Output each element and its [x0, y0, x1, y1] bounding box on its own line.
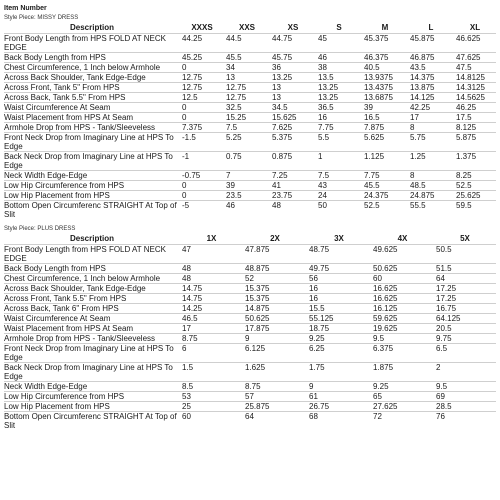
measurement-value: 40.5 [362, 63, 408, 73]
measurement-value: 13.875 [408, 83, 454, 93]
measurement-value: 59.625 [371, 314, 434, 324]
table-row [4, 63, 496, 73]
table-row [4, 73, 496, 83]
measurement-value: 5.25 [224, 133, 270, 152]
measurement-value: 9.5 [434, 382, 496, 392]
measurement-value: 45.375 [364, 34, 389, 43]
measurement-value: 2 [434, 363, 496, 382]
plus-size-table [4, 234, 496, 430]
measurement-description: Low Hip Placement from HPS [4, 402, 180, 412]
measurement-value: 12.75 [180, 73, 224, 83]
measurement-value: 1.125 [362, 152, 408, 171]
table-row [4, 264, 496, 274]
measurement-value: 72 [371, 412, 434, 431]
measurement-value: 7 [224, 171, 270, 181]
measurement-value: 76 [434, 412, 496, 431]
measurement-value: 8.75 [243, 382, 307, 392]
missy-style-piece: Style Piece: MISSY DRESS [4, 15, 79, 21]
measurement-description: Back Body Length from HPS [4, 264, 180, 274]
measurement-description: Chest Circumference, 1 Inch below Armhole [4, 63, 180, 73]
measurement-value: 13 [270, 83, 316, 93]
measurement-value: 25.875 [243, 402, 307, 412]
measurement-value: 15.5 [307, 304, 371, 314]
measurement-value: 55.125 [307, 314, 371, 324]
measurement-value: 5.75 [408, 133, 454, 152]
column-header-size: 4X [371, 234, 434, 245]
measurement-value: 43 [316, 181, 362, 191]
measurement-value: 13 [270, 93, 316, 103]
measurement-value: 46 [224, 201, 270, 220]
measurement-value: 7.75 [362, 171, 408, 181]
measurement-value: 47.625 [454, 53, 496, 63]
measurement-value: 14.75 [180, 294, 243, 304]
measurement-value: 46.625 [456, 34, 481, 43]
measurement-value: 45.75 [270, 53, 316, 63]
measurement-value: 14.375 [408, 73, 454, 83]
measurement-value: 0 [180, 63, 224, 73]
measurement-value: 45.25 [180, 53, 224, 63]
measurement-description: Low Hip Circumference from HPS [4, 392, 180, 402]
measurement-description: Across Back Shoulder, Tank Edge-Edge [4, 73, 180, 83]
measurement-value: 0.875 [270, 152, 316, 171]
measurement-value: 16.125 [371, 304, 434, 314]
measurement-value: 14.3125 [454, 83, 496, 93]
measurement-value: 48.75 [309, 245, 330, 254]
measurement-value: 7.625 [270, 123, 316, 133]
measurement-value: 59.5 [454, 201, 496, 220]
table-row [4, 314, 496, 324]
measurement-value: 5.625 [362, 133, 408, 152]
measurement-value: 64 [243, 412, 307, 431]
measurement-value: 13.9375 [362, 73, 408, 83]
table-row [4, 34, 496, 53]
table-row [4, 133, 496, 152]
measurement-description: Armhole Drop from HPS - Tank/Sleeveless [4, 123, 180, 133]
missy-header-row [4, 23, 496, 34]
measurement-value: 1.75 [307, 363, 371, 382]
measurement-description: Waist Placement from HPS At Seam [4, 324, 180, 334]
measurement-value: 7.25 [270, 171, 316, 181]
measurement-value: 13 [224, 73, 270, 83]
measurement-value: 27.625 [371, 402, 434, 412]
measurement-value: 8.125 [454, 123, 496, 133]
measurement-value: 16.625 [371, 294, 434, 304]
column-header-description: Description [4, 234, 180, 245]
measurement-value: 14.25 [180, 304, 243, 314]
measurement-value: 45.5 [224, 53, 270, 63]
measurement-value: 56 [307, 274, 371, 284]
measurement-value: 13.25 [316, 83, 362, 93]
measurement-value: 24 [316, 191, 362, 201]
measurement-description: Waist Placement from HPS At Seam [4, 113, 180, 123]
measurement-description: Bottom Open Circumferenc STRAIGHT At Top of Slit [4, 412, 180, 431]
measurement-value: 18.75 [307, 324, 371, 334]
measurement-value: 47.875 [245, 245, 270, 254]
measurement-value: 25 [180, 402, 243, 412]
table-row [4, 294, 496, 304]
measurement-value: 49.75 [307, 264, 371, 274]
measurement-value: 39 [224, 181, 270, 191]
measurement-description: Neck Width Edge-Edge [4, 382, 180, 392]
measurement-description: Armhole Drop from HPS - Tank/Sleeveless [4, 334, 180, 344]
table-row [4, 113, 496, 123]
table-row [4, 382, 496, 392]
measurement-value: 46.5 [180, 314, 243, 324]
measurement-value: 8.75 [180, 334, 243, 344]
measurement-value: 9.25 [307, 334, 371, 344]
measurement-value: 6.375 [371, 344, 434, 363]
column-header-size: 3X [307, 234, 371, 245]
plus-style-piece: Style Piece: PLUS DRESS [4, 226, 76, 232]
table-row [4, 245, 496, 264]
measurement-value: 45 [318, 34, 327, 43]
table-row [4, 181, 496, 191]
measurement-value: 45.5 [362, 181, 408, 191]
measurement-value: 55.5 [408, 201, 454, 220]
measurement-value: 12.75 [224, 93, 270, 103]
measurement-value: 52 [243, 274, 307, 284]
measurement-value: 14.75 [180, 284, 243, 294]
measurement-value: 15.25 [224, 113, 270, 123]
measurement-value: -1 [180, 152, 224, 171]
measurement-value: 1.375 [454, 152, 496, 171]
measurement-value: 44.75 [272, 34, 293, 43]
measurement-value: 0 [180, 181, 224, 191]
column-header-size: XS [270, 23, 316, 34]
measurement-description: Back Neck Drop from Imaginary Line at HPS To Edge [4, 152, 180, 171]
missy-size-table [4, 23, 496, 219]
column-header-size: S [316, 23, 362, 34]
table-row [4, 344, 496, 363]
plus-header-row [4, 234, 496, 245]
measurement-value: 14.875 [243, 304, 307, 314]
measurement-value: 8.25 [454, 171, 496, 181]
measurement-value: 65 [371, 392, 434, 402]
measurement-value: 13.5 [316, 73, 362, 83]
measurement-value: 1.25 [408, 152, 454, 171]
measurement-value: 52.5 [454, 181, 496, 191]
column-header-size: XXXS [180, 23, 224, 34]
measurement-description: Front Body Length from HPS FOLD AT NECK EDGE [4, 245, 166, 263]
measurement-value: 44.5 [226, 34, 242, 43]
measurement-value: 24.875 [408, 191, 454, 201]
measurement-value: 12.75 [180, 83, 224, 93]
measurement-value: 42.25 [408, 103, 454, 113]
measurement-value: 64.125 [434, 314, 496, 324]
measurement-description: Back Neck Drop from Imaginary Line at HPS To Edge [4, 363, 180, 382]
measurement-value: 14.8125 [454, 73, 496, 83]
measurement-value: 47.5 [454, 63, 496, 73]
measurement-description: Low Hip Circumference from HPS [4, 181, 180, 191]
measurement-value: 13.25 [270, 73, 316, 83]
measurement-value: 1 [316, 152, 362, 171]
measurement-value: 0 [180, 113, 224, 123]
measurement-value: 32.5 [224, 103, 270, 113]
measurement-value: 34.5 [270, 103, 316, 113]
measurement-value: 43.5 [408, 63, 454, 73]
measurement-description: Across Back, Tank 5.5" From HPS [4, 93, 180, 103]
measurement-value: 7.875 [362, 123, 408, 133]
measurement-value: 5.375 [270, 133, 316, 152]
table-row [4, 93, 496, 103]
measurement-description: Front Neck Drop from Imaginary Line at HPS To Edge [4, 344, 180, 363]
measurement-value: 5.5 [316, 133, 362, 152]
measurement-value: 13.4375 [362, 83, 408, 93]
measurement-value: 46.875 [408, 53, 454, 63]
table-row [4, 363, 496, 382]
measurement-description: Across Front, Tank 5.5" From HPS [4, 294, 180, 304]
measurement-value: 13.25 [316, 93, 362, 103]
measurement-value: 49.625 [373, 245, 398, 254]
measurement-value: 52.5 [362, 201, 408, 220]
measurement-value: 14.125 [408, 93, 454, 103]
table-row [4, 412, 496, 431]
measurement-value: 13.6875 [362, 93, 408, 103]
measurement-value: 16 [307, 284, 371, 294]
measurement-value: 64 [434, 274, 496, 284]
measurement-value: 9.25 [371, 382, 434, 392]
measurement-value: 17.875 [243, 324, 307, 334]
measurement-value: 17.25 [434, 284, 496, 294]
measurement-value: 50 [316, 201, 362, 220]
measurement-value: 46.375 [362, 53, 408, 63]
measurement-value: 47 [182, 245, 191, 254]
measurement-value: 45.875 [410, 34, 435, 43]
measurement-value: 53 [180, 392, 243, 402]
measurement-value: 24.375 [362, 191, 408, 201]
table-row [4, 171, 496, 181]
measurement-value: 50.5 [436, 245, 452, 254]
measurement-description: Across Back, Tank 6" From HPS [4, 304, 180, 314]
measurement-value: 5.875 [454, 133, 496, 152]
measurement-value: 12.5 [180, 93, 224, 103]
measurement-description: Back Body Length from HPS [4, 53, 180, 63]
measurement-value: 17 [180, 324, 243, 334]
column-header-size: L [408, 23, 454, 34]
table-row [4, 324, 496, 334]
measurement-value: 9 [243, 334, 307, 344]
measurement-value: -1.5 [180, 133, 224, 152]
table-row [4, 392, 496, 402]
measurement-value: 25.625 [454, 191, 496, 201]
table-row [4, 274, 496, 284]
measurement-value: 57 [243, 392, 307, 402]
measurement-value: 38 [316, 63, 362, 73]
measurement-value: 0 [180, 191, 224, 201]
measurement-value: 17.5 [454, 113, 496, 123]
table-row [4, 304, 496, 314]
measurement-value: 46.25 [454, 103, 496, 113]
measurement-value: 16.5 [362, 113, 408, 123]
measurement-value: 1.875 [371, 363, 434, 382]
measurement-value: 6.5 [434, 344, 496, 363]
measurement-value: 23.75 [270, 191, 316, 201]
measurement-value: 15.375 [243, 284, 307, 294]
table-row [4, 103, 496, 113]
column-header-size: 5X [434, 234, 496, 245]
measurement-value: 60 [180, 412, 243, 431]
measurement-value: 1.625 [243, 363, 307, 382]
table-row [4, 191, 496, 201]
measurement-value: 28.5 [434, 402, 496, 412]
measurement-value: 14.5625 [454, 93, 496, 103]
table-row [4, 402, 496, 412]
measurement-value: 23.5 [224, 191, 270, 201]
measurement-value: 48 [270, 201, 316, 220]
measurement-value: 61 [307, 392, 371, 402]
measurement-value: 7.375 [180, 123, 224, 133]
measurement-value: 48.5 [408, 181, 454, 191]
measurement-value: 60 [371, 274, 434, 284]
measurement-value: 36.5 [316, 103, 362, 113]
measurement-description: Across Front, Tank 5" From HPS [4, 83, 180, 93]
measurement-description: Bottom Open Circumferenc STRAIGHT At Top of Slit [4, 201, 180, 220]
measurement-value: 16.625 [371, 284, 434, 294]
item-number-heading: Item Number [4, 5, 47, 12]
measurement-value: 16.75 [434, 304, 496, 314]
measurement-value: 0 [180, 103, 224, 113]
column-header-description: Description [4, 23, 180, 34]
table-row [4, 152, 496, 171]
measurement-value: 46 [316, 53, 362, 63]
measurement-value: 51.5 [434, 264, 496, 274]
measurement-value: 8.5 [180, 382, 243, 392]
measurement-description: Front Neck Drop from Imaginary Line at HPS To Edge [4, 133, 180, 152]
table-row [4, 284, 496, 294]
column-header-size: 2X [243, 234, 307, 245]
measurement-value: 44.25 [182, 34, 203, 43]
table-row [4, 334, 496, 344]
measurement-value: 41 [270, 181, 316, 191]
measurement-description: Waist Circumference At Seam [4, 314, 180, 324]
measurement-value: -5 [180, 201, 224, 220]
measurement-description: Low Hip Placement from HPS [4, 191, 180, 201]
measurement-value: 68 [307, 412, 371, 431]
measurement-value: 36 [270, 63, 316, 73]
measurement-value: 16 [307, 294, 371, 304]
column-header-size: 1X [180, 234, 243, 245]
measurement-value: 0.75 [224, 152, 270, 171]
measurement-value: 39 [362, 103, 408, 113]
measurement-value: 8 [408, 123, 454, 133]
measurement-value: 12.75 [224, 83, 270, 93]
measurement-description: Chest Circumference, 1 Inch below Armhole [4, 274, 180, 284]
measurement-value: 1.5 [180, 363, 243, 382]
measurement-value: 17.25 [434, 294, 496, 304]
measurement-description: Front Body Length from HPS FOLD AT NECK EDGE [4, 34, 166, 52]
table-row [4, 123, 496, 133]
column-header-size: XL [454, 23, 496, 34]
measurement-value: 6 [180, 344, 243, 363]
measurement-value: 7.75 [316, 123, 362, 133]
measurement-value: 15.625 [270, 113, 316, 123]
measurement-description: Neck Width Edge-Edge [4, 171, 180, 181]
measurement-value: 9.5 [371, 334, 434, 344]
measurement-value: 48.875 [243, 264, 307, 274]
measurement-value: 7.5 [316, 171, 362, 181]
measurement-value: 8 [408, 171, 454, 181]
measurement-value: 9.75 [434, 334, 496, 344]
table-row [4, 53, 496, 63]
column-header-size: XXS [224, 23, 270, 34]
table-row [4, 201, 496, 220]
measurement-value: 6.25 [307, 344, 371, 363]
measurement-value: 20.5 [434, 324, 496, 334]
measurement-value: 9 [307, 382, 371, 392]
measurement-value: 16 [316, 113, 362, 123]
column-header-size: M [362, 23, 408, 34]
measurement-value: 7.5 [224, 123, 270, 133]
measurement-value: 48 [180, 274, 243, 284]
measurement-description: Waist Circumference At Seam [4, 103, 180, 113]
measurement-value: 26.75 [307, 402, 371, 412]
measurement-value: 48 [180, 264, 243, 274]
measurement-description: Across Back Shoulder, Tank Edge-Edge [4, 284, 180, 294]
measurement-value: 50.625 [371, 264, 434, 274]
measurement-value: 50.625 [243, 314, 307, 324]
table-row [4, 83, 496, 93]
measurement-value: 6.125 [243, 344, 307, 363]
measurement-value: 19.625 [371, 324, 434, 334]
measurement-value: 15.375 [243, 294, 307, 304]
measurement-value: 34 [224, 63, 270, 73]
measurement-value: 17 [408, 113, 454, 123]
measurement-value: 69 [434, 392, 496, 402]
measurement-value: -0.75 [180, 171, 224, 181]
